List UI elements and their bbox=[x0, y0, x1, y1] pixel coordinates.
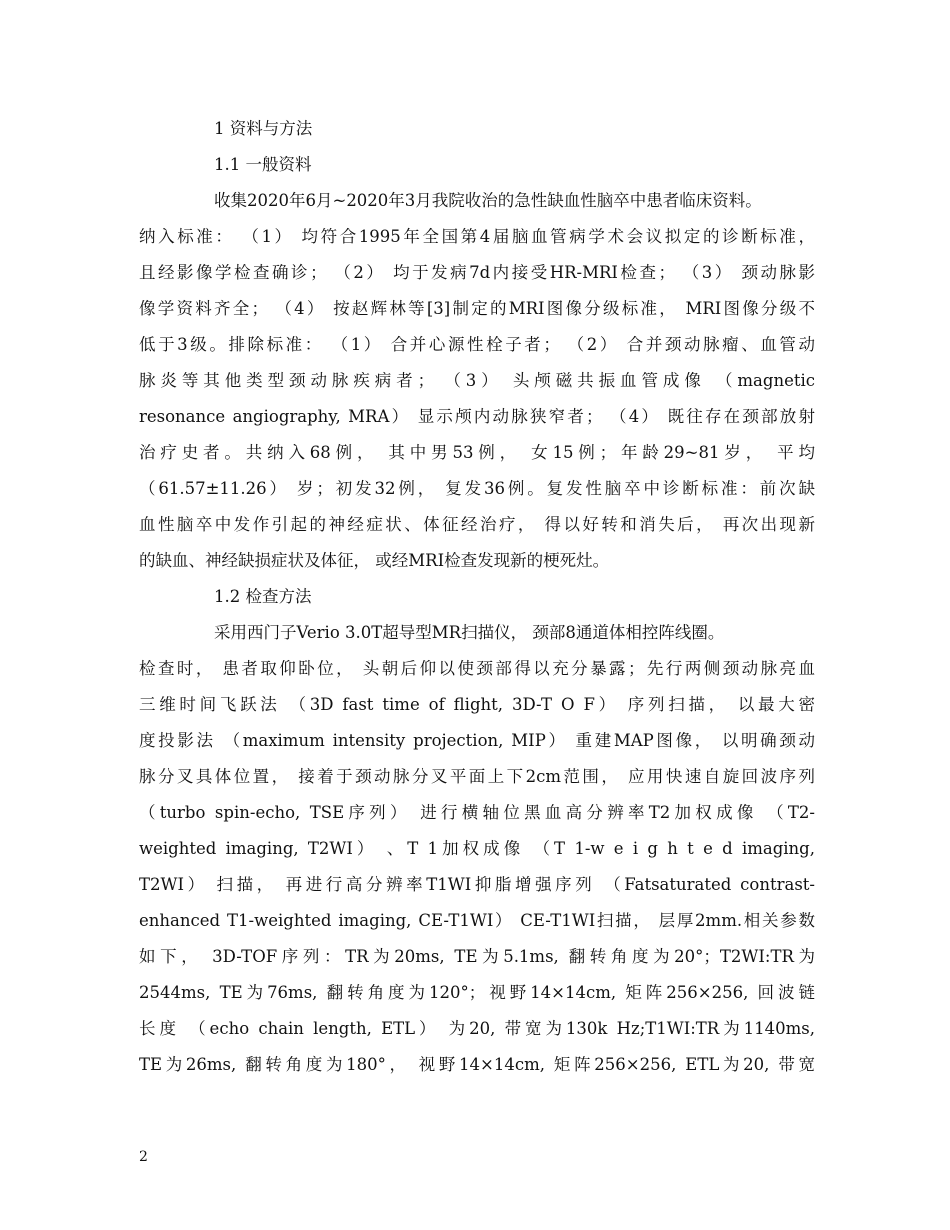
paragraph-line: 且经影像学检查确诊； （2） 均于发病7d内接受HR-MRI检查； （3） 颈动脉影 bbox=[139, 263, 815, 282]
paragraph-line: 采用西门子Verio 3.0T超导型MR扫描仪， 颈部8通道体相控阵线圈。 bbox=[214, 623, 725, 642]
page-number: 2 bbox=[139, 1149, 148, 1165]
paragraph-line: TE为26ms, 翻转角度为180°， 视野14×14cm, 矩阵256×256, ETL为20, 带宽 bbox=[139, 1055, 815, 1074]
section-heading: 1 资料与方法 bbox=[214, 119, 313, 138]
paragraph-line: 脉炎等其他类型颈动脉疾病者； （3） 头颅磁共振血管成像 （magnetic bbox=[139, 371, 815, 390]
paragraph-line: enhanced T1-weighted imaging, CE-T1WI） CE-T1WI扫描， 层厚2mm.相关参数 bbox=[139, 911, 815, 930]
subsection-heading-general-data: 1.1 一般资料 bbox=[214, 155, 312, 174]
subsection-heading-exam-method: 1.2 检查方法 bbox=[214, 587, 312, 606]
paragraph-line: 像学资料齐全； （4） 按赵辉林等[3]制定的MRI图像分级标准， MRI图像分级不 bbox=[139, 299, 815, 318]
paragraph-line: （turbo spin-echo, TSE序列） 进行横轴位黑血高分辨率T2加权成像 （T2- bbox=[139, 803, 815, 822]
paragraph-line: 纳入标准： （1） 均符合1995年全国第4届脑血管病学术会议拟定的诊断标准， bbox=[139, 227, 815, 246]
paragraph-line: 2544ms, TE为76ms, 翻转角度为120°；视野14×14cm, 矩阵256×256, 回波链 bbox=[139, 983, 815, 1002]
paragraph-line: weighted imaging, T2WI） 、T 1加权成像 （T 1-w e i g h t e d imaging, bbox=[139, 839, 815, 858]
paragraph-line: 血性脑卒中发作引起的神经症状、体征经治疗， 得以好转和消失后， 再次出现新 bbox=[139, 515, 815, 534]
paragraph-line: 长度 （echo chain length, ETL） 为20, 带宽为130k Hz;T1WI:TR为1140ms, bbox=[139, 1019, 815, 1038]
paragraph-line: 度投影法 （maximum intensity projection, MIP） 重建MAP图像， 以明确颈动 bbox=[139, 731, 815, 750]
paragraph-line: 低于3级。排除标准： （1） 合并心源性栓子者； （2） 合并颈动脉瘤、血管动 bbox=[139, 335, 815, 354]
paragraph-line: resonance angiography, MRA） 显示颅内动脉狭窄者； （4） 既往存在颈部放射 bbox=[139, 407, 815, 426]
paragraph-line: 三维时间飞跃法 （3D fast time of flight, 3D-T O F） 序列扫描， 以最大密 bbox=[139, 695, 815, 714]
paragraph-line: 收集2020年6月~2020年3月我院收治的急性缺血性脑卒中患者临床资料。 bbox=[214, 191, 762, 210]
paragraph-line: 的缺血、神经缺损症状及体征， 或经MRI检查发现新的梗死灶。 bbox=[139, 551, 610, 570]
paragraph-line: （61.57±11.26） 岁；初发32例， 复发36例。复发性脑卒中诊断标准：前次缺 bbox=[139, 479, 815, 498]
paragraph-line: 脉分叉具体位置， 接着于颈动脉分叉平面上下2cm范围， 应用快速自旋回波序列 bbox=[139, 767, 815, 786]
paragraph-line: 检查时， 患者取仰卧位， 头朝后仰以使颈部得以充分暴露；先行两侧颈动脉亮血 bbox=[139, 659, 815, 678]
paragraph-line: 如下， 3D-TOF序列：TR为20ms, TE为5.1ms, 翻转角度为20°；T2WI:TR为 bbox=[139, 947, 815, 966]
paragraph-line: 治疗史者。共纳入68例， 其中男53例， 女15例；年龄29~81岁， 平均 bbox=[139, 443, 815, 462]
paragraph-line: T2WI） 扫描， 再进行高分辨率T1WI抑脂增强序列 （Fatsaturated contrast- bbox=[139, 875, 815, 894]
